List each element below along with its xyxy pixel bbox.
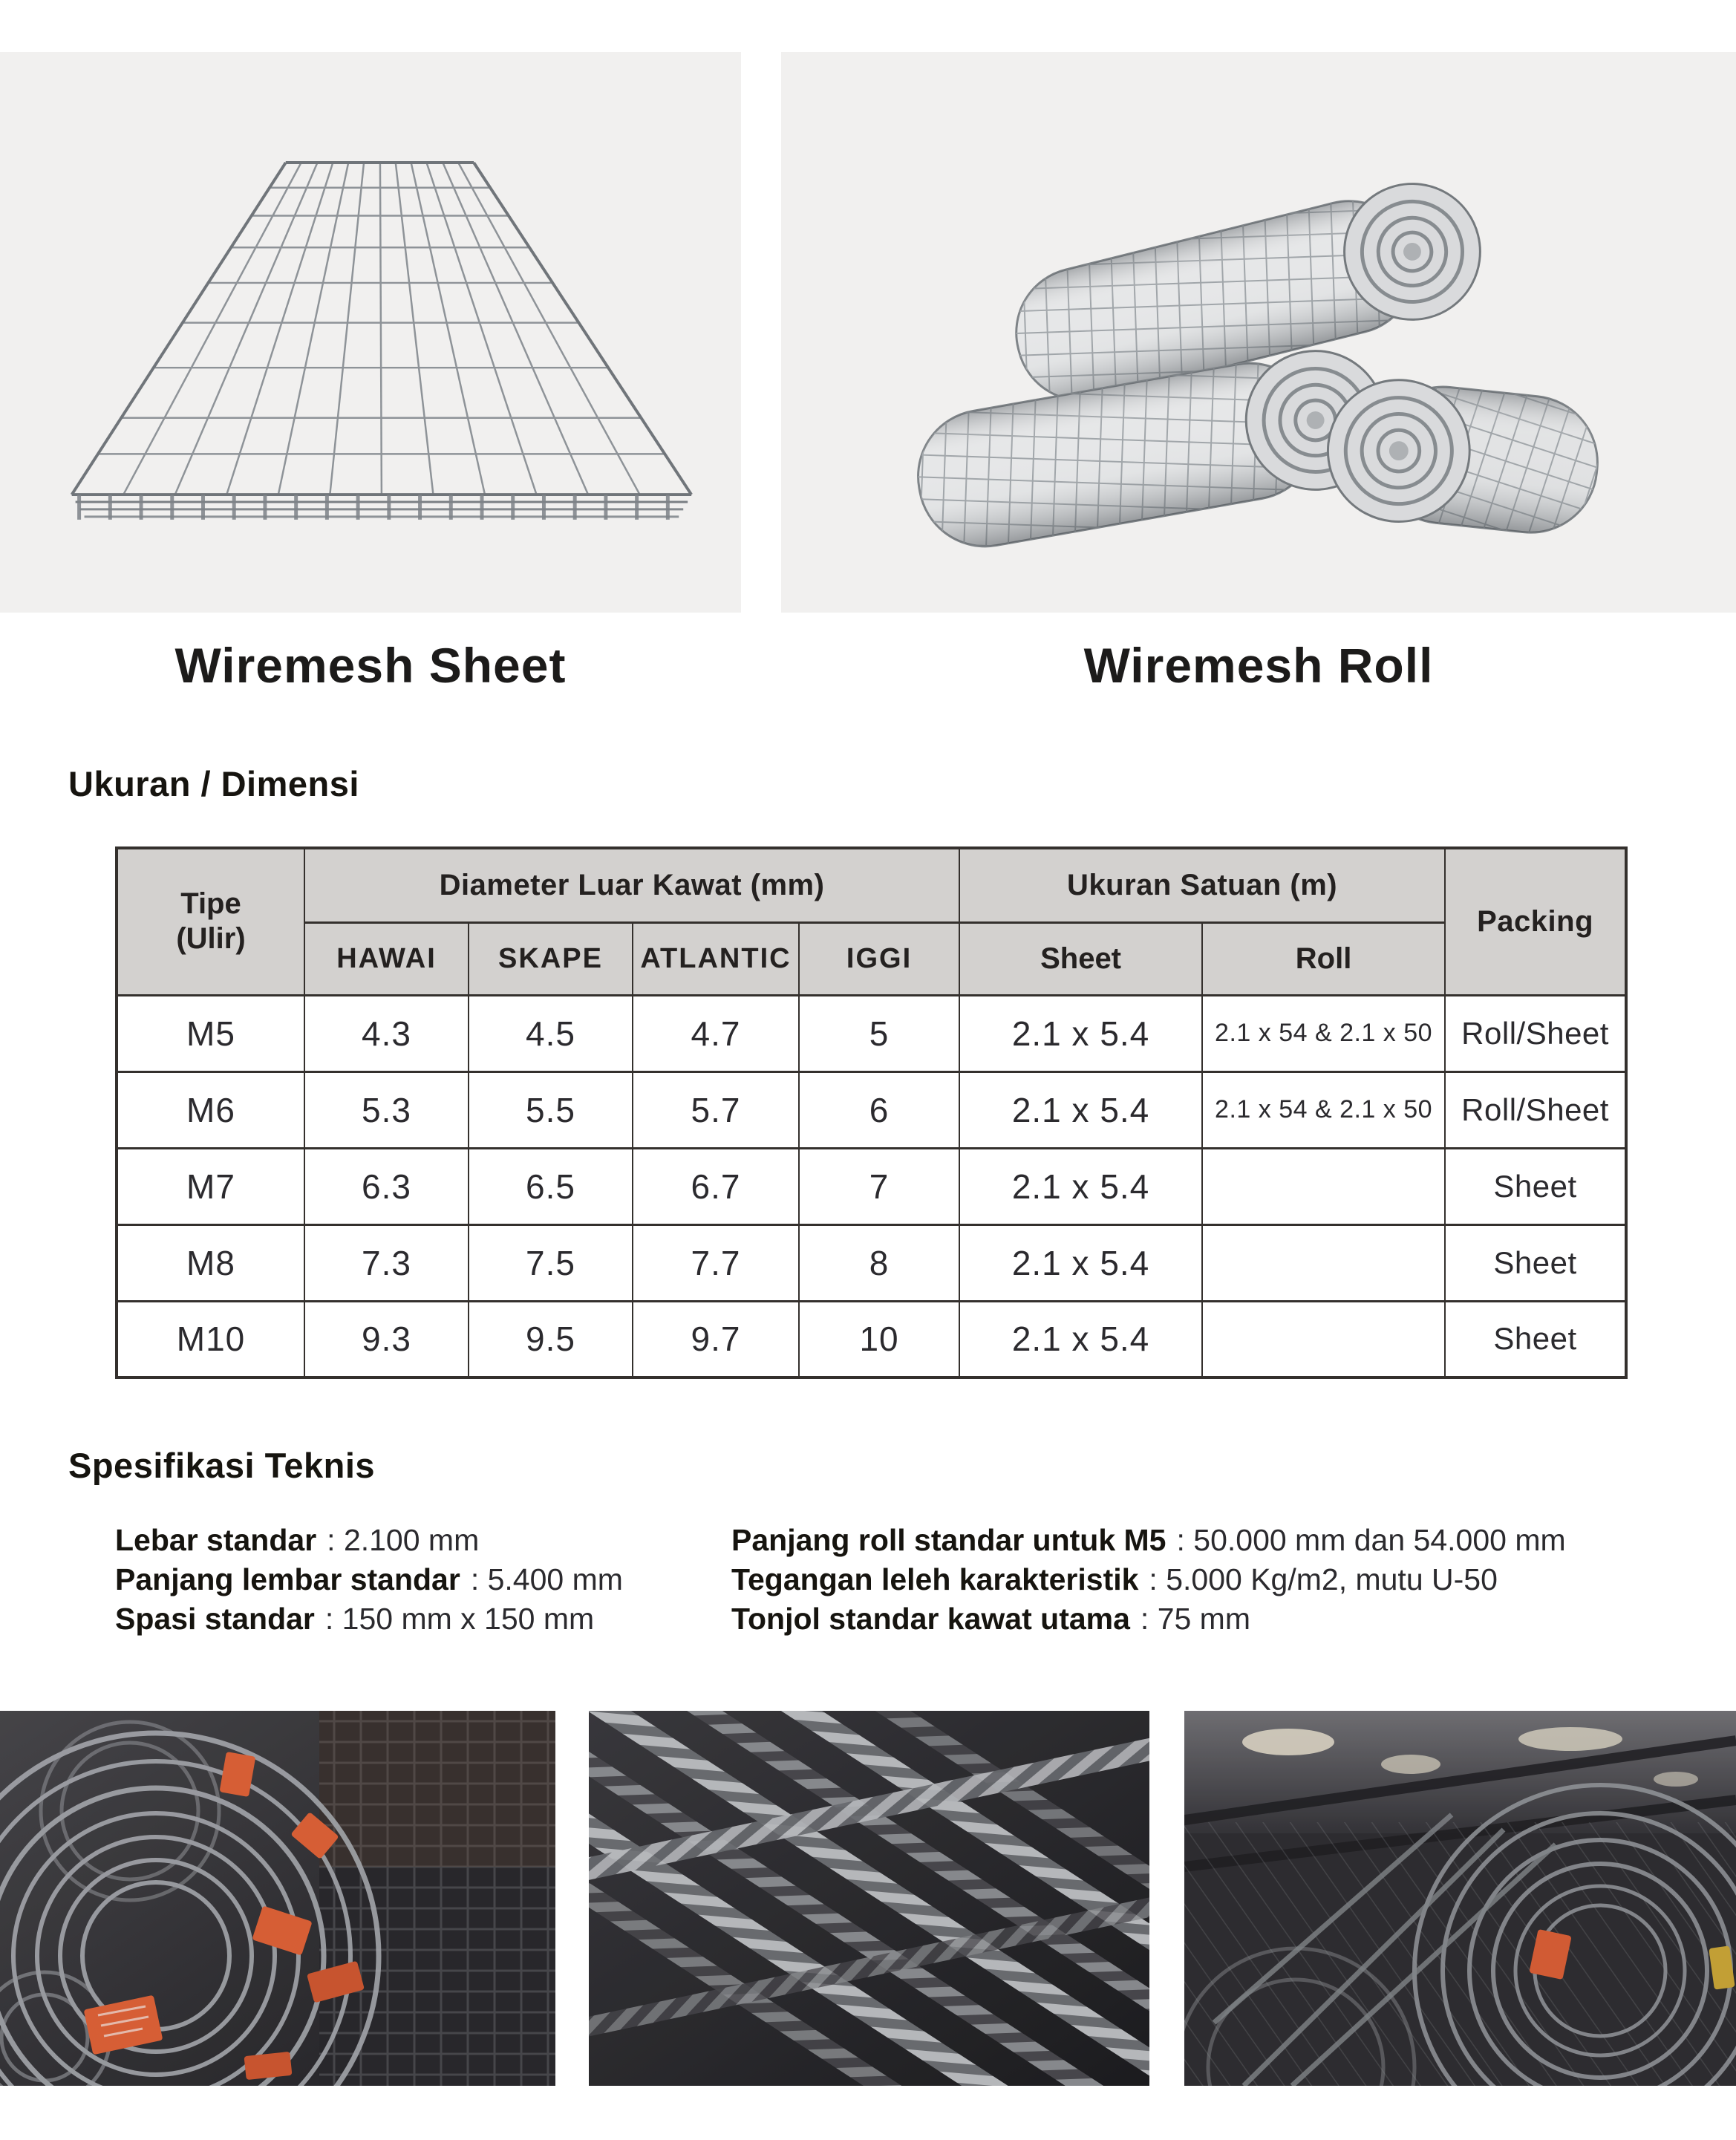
col-header-roll: Roll [1202,922,1445,995]
photo-ribbed-bars-closeup [589,1711,1149,2086]
roll-bottom-right [1321,373,1605,542]
cell-packing: Roll/Sheet [1445,1071,1626,1148]
photo-warehouse-rolls [1184,1711,1736,2086]
spec-column-left [115,1521,623,1639]
table-row-m5 [117,995,1626,1071]
spec-line-spasi [115,1599,623,1639]
col-header-tipe-line1: Tipe [180,887,241,921]
product-title-sheet: Wiremesh Sheet [174,638,567,693]
sheet-grid [72,163,691,495]
col-group-diameter: Diameter Luar Kawat (mm) [304,848,959,922]
cell-roll: 2.1 x 54 & 2.1 x 50 [1202,995,1445,1071]
spec-line-panjang-roll [731,1521,1566,1560]
cell-skape: 7.5 [469,1224,633,1301]
product-panel-roll [781,52,1736,613]
cell-hawai: 6.3 [304,1148,469,1224]
spec-value: : 50.000 mm dan 54.000 mm [1176,1523,1566,1557]
cell-iggi: 7 [799,1148,959,1224]
cell-skape: 4.5 [469,995,633,1071]
cell-skape: 6.5 [469,1148,633,1224]
spec-value: : 150 mm x 150 mm [324,1602,595,1636]
col-header-skape: SKAPE [469,922,633,995]
col-header-tipe-line2: (Ulir) [176,922,246,956]
wiremesh-roll-illustration [781,52,1736,613]
cell-roll [1202,1224,1445,1301]
cell-roll [1202,1148,1445,1224]
cell-tipe: M5 [117,995,304,1071]
spec-label: Tonjol standar kawat utama [731,1602,1130,1636]
cell-atlantic: 6.7 [633,1148,799,1224]
spec-value: : 2.100 mm [327,1523,480,1557]
spec-value: : 5.000 Kg/m2, mutu U-50 [1149,1562,1498,1596]
cell-roll: 2.1 x 54 & 2.1 x 50 [1202,1071,1445,1148]
cell-atlantic: 4.7 [633,995,799,1071]
cell-tipe: M8 [117,1224,304,1301]
cell-packing: Sheet [1445,1301,1626,1377]
cell-iggi: 6 [799,1071,959,1148]
wiremesh-sheet-illustration [0,52,741,613]
cell-hawai: 9.3 [304,1301,469,1377]
table-row-m8 [117,1224,1626,1301]
col-header-sheet: Sheet [959,922,1202,995]
cell-sheet: 2.1 x 5.4 [959,1301,1202,1377]
col-group-ukuran: Ukuran Satuan (m) [959,848,1445,922]
col-header-hawai: HAWAI [304,922,469,995]
dimensions-table [115,846,1628,1379]
photo-warehouse-graphic [1184,1711,1736,2086]
cell-iggi: 10 [799,1301,959,1377]
spec-value: : 75 mm [1140,1602,1250,1636]
product-panel-sheet [0,52,741,613]
spec-label: Spasi standar [115,1602,315,1636]
table-row-m10 [117,1301,1626,1377]
cell-tipe: M7 [117,1148,304,1224]
product-title-roll: Wiremesh Roll [1083,638,1434,693]
cell-packing: Sheet [1445,1224,1626,1301]
spec-value: : 5.400 mm [470,1562,623,1596]
cell-iggi: 5 [799,995,959,1071]
cell-atlantic: 9.7 [633,1301,799,1377]
cell-tipe: M10 [117,1301,304,1377]
photo-coiled-rolls-graphic [0,1711,555,2086]
cell-roll [1202,1301,1445,1377]
cell-atlantic: 7.7 [633,1224,799,1301]
cell-hawai: 5.3 [304,1071,469,1148]
sheet-stack-edges [72,495,691,523]
table-row-m7 [117,1148,1626,1224]
cell-hawai: 4.3 [304,995,469,1071]
cell-packing: Sheet [1445,1148,1626,1224]
cell-sheet: 2.1 x 5.4 [959,1224,1202,1301]
spec-line-tonjol [731,1599,1566,1639]
cell-hawai: 7.3 [304,1224,469,1301]
cell-iggi: 8 [799,1224,959,1301]
table-row-m6 [117,1071,1626,1148]
section-heading-specifications: Spesifikasi Teknis [68,1446,376,1485]
section-heading-dimensions: Ukuran / Dimensi [68,764,359,803]
col-header-iggi: IGGI [799,922,959,995]
cell-tipe: M6 [117,1071,304,1148]
spec-line-panjang-lembar [115,1560,623,1599]
cell-sheet: 2.1 x 5.4 [959,995,1202,1071]
photo-coiled-rolls-with-tags [0,1711,555,2086]
photo-ribbed-bars-graphic [589,1711,1149,2086]
spec-label: Lebar standar [115,1523,317,1557]
cell-skape: 9.5 [469,1301,633,1377]
spec-line-tegangan [731,1560,1566,1599]
cell-sheet: 2.1 x 5.4 [959,1071,1202,1148]
col-header-atlantic: ATLANTIC [633,922,799,995]
spec-label: Tegangan leleh karakteristik [731,1562,1139,1596]
spec-label: Panjang roll standar untuk M5 [731,1523,1166,1557]
cell-atlantic: 5.7 [633,1071,799,1148]
cell-sheet: 2.1 x 5.4 [959,1148,1202,1224]
spec-column-right [731,1521,1566,1639]
spec-line-lebar [115,1521,623,1560]
cell-packing: Roll/Sheet [1445,995,1626,1071]
col-header-packing: Packing [1445,848,1626,995]
spec-label: Panjang lembar standar [115,1562,460,1596]
cell-skape: 5.5 [469,1071,633,1148]
col-header-tipe [117,848,304,995]
